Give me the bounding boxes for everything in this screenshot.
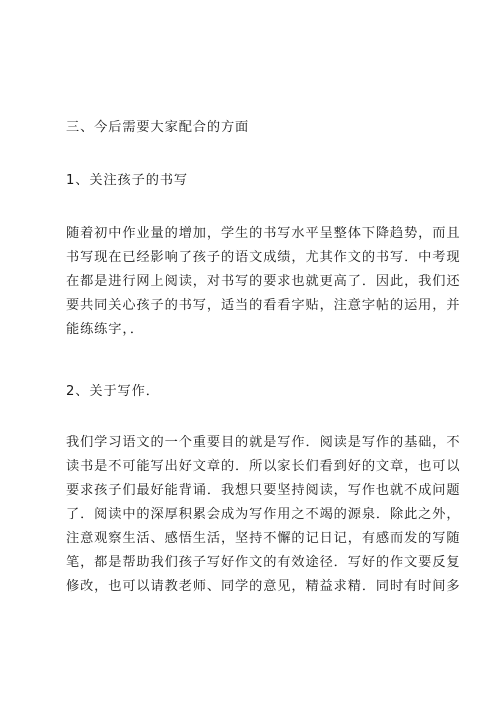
paragraph-line: 能练练字，．: [66, 322, 144, 337]
paragraph-line: 读书是不可能写出好文章的．所以家长们看到好的文章，也可以: [66, 459, 461, 474]
paragraph-line: 注意观察生活、感悟生活，坚持不懈的记日记，有感而发的写随: [66, 531, 461, 546]
paragraph-line: 笔，都是帮助我们孩子写好作文的有效途径．写好的作文要反复: [66, 555, 461, 570]
paragraph-line: 了．阅读中的深厚积累会成为写作用之不竭的源泉．除此之外，: [66, 507, 461, 522]
paragraph-writing: [66, 431, 461, 599]
paragraph-line: 我们学习语文的一个重要目的就是写作．阅读是写作的基础，不: [66, 435, 461, 450]
subheading-writing: [66, 380, 456, 404]
section-heading: [66, 116, 456, 140]
paragraph-line: 随着初中作业量的增加，学生的书写水平呈整体下降趋势，而且: [66, 226, 461, 241]
paragraph-line: 修改，也可以请教老师、同学的意见，精益求精．同时有时间多: [66, 579, 461, 594]
section-heading-text: 三、今后需要大家配合的方面: [66, 120, 250, 135]
paragraph-line: 要求孩子们最好能背诵．我想只要坚持阅读，写作也就不成问题: [66, 483, 461, 498]
paragraph-line: 要共同关心孩子的书写，适当的看看字贴，注意字帖的运用，并: [66, 298, 461, 313]
subheading-writing-text: 2、关于写作．: [66, 384, 160, 399]
subheading-handwriting-text: 1、关注孩子的书写: [66, 173, 188, 188]
paragraph-handwriting: [66, 222, 461, 342]
paragraph-line: 在都是进行网上阅读，对书写的要求也就更高了．因此，我们还: [66, 274, 461, 289]
paragraph-line: 书写现在已经影响了孩子的语文成绩，尤其作文的书写．中考现: [66, 250, 461, 265]
subheading-handwriting: [66, 169, 456, 193]
